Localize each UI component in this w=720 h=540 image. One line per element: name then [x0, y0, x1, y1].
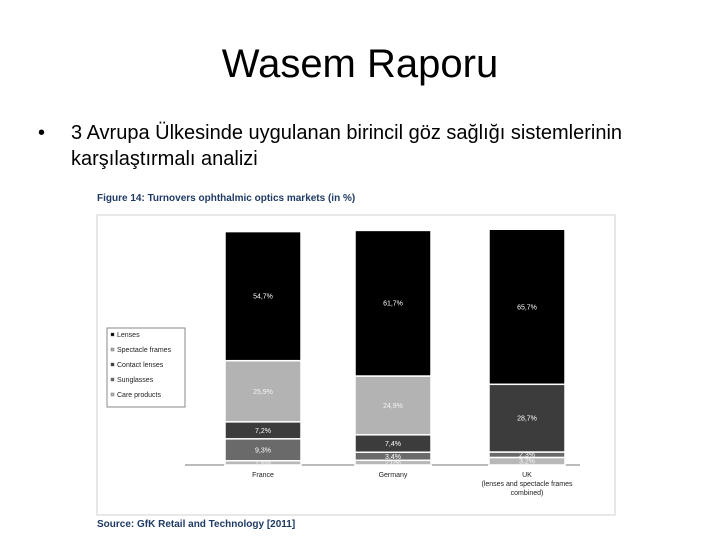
data-label-germany-sunglasses: 3,4% [385, 453, 401, 461]
category-label-uk: UK [522, 472, 532, 479]
data-label-uk-sunglasses: 2,3% [519, 452, 535, 460]
figure-title: Figure 14: Turnovers ophthalmic optics markets (in %) [97, 193, 356, 204]
legend-label-spectacle-frames: Spectacle frames [117, 347, 172, 354]
data-label-france-lenses: 54,7% [253, 293, 273, 301]
data-label-france-contact-lenses: 7,2% [255, 427, 271, 435]
legend-label-lenses: Lenses [117, 332, 140, 339]
data-label-uk-lenses: 65,7% [517, 304, 537, 312]
data-label-france-spectacle-frames: 25,9% [253, 388, 273, 396]
category-sublabel-uk-line2: combined) [510, 490, 544, 497]
data-label-germany-lenses: 61,7% [383, 300, 403, 308]
data-label-uk-care-products: 3,2% [519, 458, 535, 466]
bullet-marker: • [38, 122, 46, 144]
legend-label-care-products: Care products [117, 392, 161, 399]
category-sublabel-uk-line1: (lenses and spectacle frames [481, 481, 573, 488]
category-label-france: France [252, 472, 274, 479]
bullet-text: 3 Avrupa Ülkesinde uygulanan birincil göz sağlığı sistemlerinin karşılaştırmalı analizi [71, 122, 623, 170]
figure-source: Source: GfK Retail and Technology [2011] [97, 519, 296, 530]
legend-label-contact-lenses: Contact lenses [117, 362, 164, 369]
legend-swatch-lenses [111, 333, 114, 336]
legend-swatch-sunglasses [111, 378, 114, 381]
legend-swatch-contact-lenses [111, 363, 114, 366]
data-label-germany-contact-lenses: 7,4% [385, 441, 401, 449]
data-label-germany-spectacle-frames: 24,9% [383, 402, 403, 410]
legend-swatch-spectacle-frames [111, 348, 114, 351]
slide-title: Wasem Raporu [221, 42, 499, 86]
data-label-france-sunglasses: 9,3% [255, 447, 271, 455]
data-label-germany-care-products: 2,0% [385, 460, 401, 468]
legend-label-sunglasses: Sunglasses [117, 377, 154, 384]
category-label-germany: Germany [378, 472, 408, 479]
legend-swatch-care-products [111, 393, 114, 396]
data-label-uk-contact-lenses: 28,7% [517, 415, 537, 423]
data-label-france-care-products: 1,8% [255, 460, 271, 468]
